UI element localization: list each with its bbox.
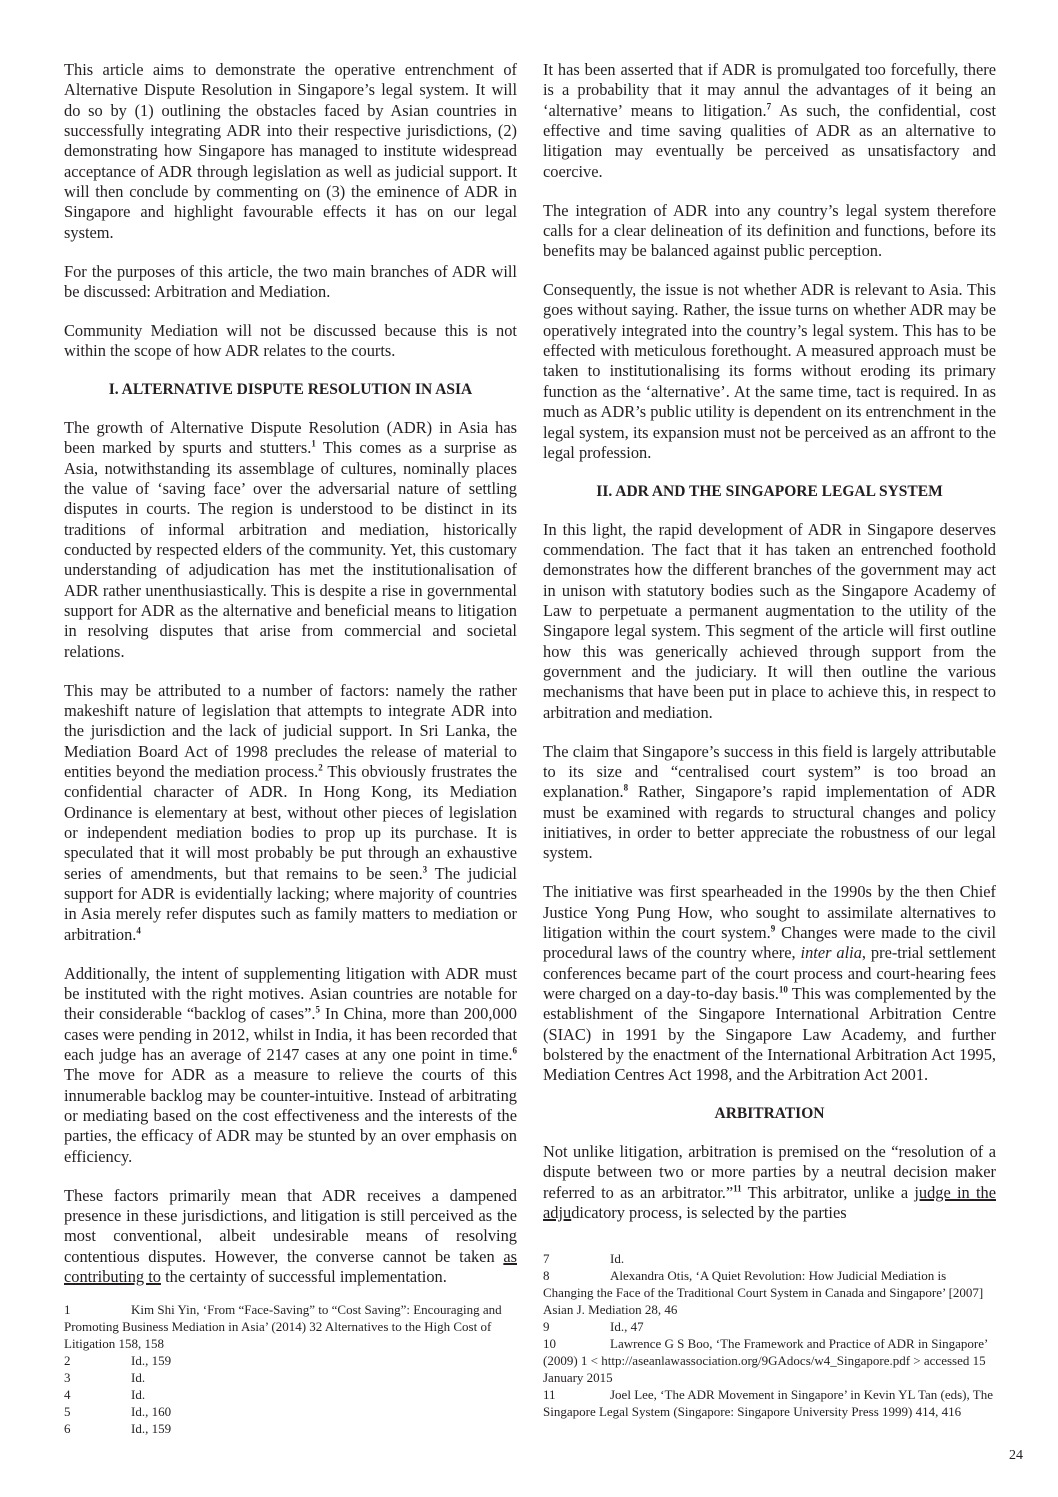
footnote-reference: 8 (623, 782, 629, 793)
footnote-text: Lawrence G S Boo, ‘The Framework and Practice of ADR in Singapore’ (2009) 1 < http://aseanlawassociation.org/9GAdocs/w4_Singapore.pdf > accessed 15 January 2015 (543, 1336, 988, 1385)
footnote-reference: 10 (778, 984, 788, 995)
footnote (64, 1301, 517, 1352)
text-run: The claim that Singapore’s success in this field is largely attributable to its size and “centralised court system” is too broad an explanation. (543, 741, 996, 802)
footnote-number: 1 (64, 1302, 71, 1317)
footnote-number: 10 (543, 1336, 556, 1351)
footnote-text: Id. (131, 1387, 146, 1402)
paragraph (543, 520, 996, 723)
paragraph (64, 964, 517, 1167)
footnote-number: 5 (64, 1404, 71, 1419)
footnote-number: 9 (543, 1319, 550, 1334)
underlined-text: judge in the adju (543, 1182, 997, 1223)
section-heading (543, 482, 996, 502)
text-run: As such, the confidential, cost effective and time saving qualities of ADR as an alternative to litigation may eventually be perceived as unsatisfactory and coercive. (543, 100, 997, 181)
paragraph (543, 1142, 996, 1223)
text-run: These factors primarily mean that ADR receives a dampened presence in these jurisdictions, and litigation is still perceived as the most conventional, albeit undesirable means of resolving contentious disputes. However, the converse cannot be taken (64, 1185, 517, 1266)
text-run: Consequently, the issue is not whether ADR is relevant to Asia. This goes without saying. Rather, the issue turns on whether ADR may be operatively integrated into the country’s legal system. This has to be effected with meticulous forethought. A measured approach must be taken to institutionalising its forms without eroding its primary function as the ‘alternative’. At the same time, tact is required. In as much as ADR’s public utility is dependent on its entrenchment in the legal system, its expansion must not be perceived as an affront to the legal profession. (543, 280, 996, 462)
text-run: This arbitrator, unlike a (741, 1182, 915, 1202)
footnote-number: 7 (543, 1251, 550, 1266)
text-run: This comes as a surprise as Asia, notwithstanding its assemblage of cultures, nominally places the value of ‘saving face’ over the adversarial nature of settling disputes in courts. The region is understood to be distinct in its traditions of informal arbitration and mediation, historically conducted by respected elders of the community. Yet, this customary understanding of adjudication has met the institutionalisation of ADR rather unenthusiastically. This is despite a rise in governmental support for ADR as the alternative and beneficial means to litigation in resolving disputes that arise from commercial and societal relations. (64, 438, 517, 661)
footnote-reference: 5 (315, 1004, 321, 1015)
text-run: The initiative was first spearheaded in the 1990s by the then Chief Justice Yong Pung How, who sought to assimilate alternatives to litigation within the court system. (543, 882, 996, 942)
footnote-text: Kim Shi Yin, ‘From “Face-Saving” to “Cost Saving”: Encouraging and Promoting Business Mediation in Asia’ (2014) 32 Alternatives to the High Cost of Litigation 158, 158 (64, 1302, 502, 1351)
footnote-reference: 1 (311, 438, 316, 449)
text-run: Not unlike litigation, arbitration is premised on the “resolution of a dispute between two or more parties by a neutral decision maker referred to as an arbitrator.” (543, 1142, 996, 1202)
footnote (543, 1318, 996, 1335)
text-run: This may be attributed to a number of factors: namely the rather makeshift nature of legislation that attempts to integrate ADR into the jurisdiction and the lack of judicial support. In Sri Lanka, the Mediation Board Act of 1998 precludes the release of material to entities beyond the mediation process. (64, 680, 517, 781)
footnote-reference: 4 (136, 925, 141, 936)
paragraph (64, 681, 517, 945)
paragraph (543, 742, 996, 864)
footnote (543, 1386, 996, 1420)
paragraph (543, 882, 996, 1085)
text-run: This obviously frustrates the confidential character of ADR. In Hong Kong, its Mediation Ordinance is elementary at best, without other pieces of legislation or independent mediation bodies to prop up its purchase. It is speculated that it will most probably be put through an exhaustive series of amendments, but that remains to be seen. (64, 761, 517, 883)
text-run: In this light, the rapid development of ADR in Singapore deserves commendation. The fact that it has taken an entrenched foothold demonstrates how the different branches of the government may act in unison with statutory bodies such as the Singapore Academy of Law to perpetuate a permanent augmentation to the utility of the Singapore legal system. This segment of the article will first outline how this was generically achieved through support from the government and the judiciary. It will then outline the various mechanisms that have been put in place to achieve this, in respect to arbitration and mediation. (543, 519, 996, 722)
text-run: , pre-trial settlement conferences became part of the court process and court-hearing fees were charged on a day-to-day basis. (543, 943, 996, 1003)
footnote (543, 1250, 996, 1267)
page-number: 24 (1009, 1448, 1023, 1463)
paragraph (543, 60, 996, 182)
italic-text: inter alia (800, 943, 862, 963)
paragraph (64, 418, 517, 662)
paragraph (64, 60, 517, 243)
footnote (64, 1369, 517, 1386)
footnote-reference: 2 (318, 762, 323, 773)
footnote-number: 3 (64, 1370, 71, 1385)
footnote-number: 11 (543, 1387, 556, 1402)
text-run: This was complemented by the establishment of the Singapore International Arbitration Centre (SIAC) in 1991 by the Singapore Law Academy, and further bolstered by the enactment of the International Arbitration Act 1995, Mediation Centres Act 1998, and the Arbitration Act 2001. (543, 983, 996, 1085)
footnote-reference: 7 (766, 101, 772, 112)
footnote (543, 1267, 996, 1318)
text-run: Community Mediation will not be discussed because this is not within the scope of how ADR relates to the courts. (64, 320, 517, 361)
text-run: ARBITRATION (714, 1105, 825, 1123)
underlined-text: as contributing to (64, 1246, 517, 1286)
footnotes-left (64, 1301, 517, 1437)
footnote-reference: 3 (422, 864, 428, 875)
footnote-number: 8 (543, 1268, 550, 1283)
text-run: Additionally, the intent of supplementing litigation with ADR must be instituted with the right motives. Asian countries are notable for their considerable “backlog of cases”. (64, 963, 517, 1024)
footnote (64, 1352, 517, 1369)
footnote-number: 4 (64, 1387, 71, 1402)
text-run: This article aims to demonstrate the operative entrenchment of Alternative Dispute Resolution in Singapore’s legal system. It will do so by (1) outlining the obstacles faced by Asian countries in successfully integrating ADR into their respective jurisdictions, (2) demonstrating how Singapore has managed to institute widespread acceptance of ADR through legislation as well as judicial support. It will then conclude by commenting on (3) the eminence of ADR in Singapore and highlight favourable effects it has on our legal system. (64, 60, 517, 242)
footnote-text: Id. (131, 1370, 146, 1385)
footnote-text: Id., 159 (131, 1353, 172, 1368)
footnote (64, 1420, 517, 1437)
text-run: Changes were made to the civil procedural laws of the country where, (543, 922, 996, 963)
footnote-number: 2 (64, 1353, 71, 1368)
footnote-reference: 9 (770, 923, 776, 934)
section-heading (543, 1104, 996, 1124)
paragraph (543, 280, 996, 463)
text-run: The integration of ADR into any country’s legal system therefore calls for a clear delineation of its definition and functions, before its benefits may be balanced against public perception. (543, 200, 996, 261)
section-heading (64, 380, 517, 400)
footnote-text: Joel Lee, ‘The ADR Movement in Singapore’ in Kevin YL Tan (eds), The Singapore Legal System (Singapore: Singapore University Press 1999) 414, 416 (543, 1387, 993, 1419)
text-run: Rather, Singapore’s rapid implementation of ADR must be examined with regards to structural changes and policy initiatives, in order to better appreciate the robustness of our legal system. (543, 782, 996, 863)
footnote-text: Id., 159 (131, 1421, 172, 1436)
footnote (64, 1386, 517, 1403)
text-run: The judicial support for ADR is evidentially lacking; where majority of countries in Asia merely refer disputes such as family matters to mediation or arbitration. (64, 863, 517, 944)
footnotes-right (543, 1250, 996, 1420)
text-run: dicatory process, is selected by the parties (571, 1203, 847, 1223)
footnote-text: Id. (610, 1251, 625, 1266)
paragraph (64, 321, 517, 362)
footnote (64, 1403, 517, 1420)
text-run: II. ADR AND THE SINGAPORE LEGAL SYSTEM (596, 482, 943, 500)
right-column (543, 60, 996, 1242)
footnote-text: Id., 160 (131, 1404, 172, 1419)
text-run: It has been asserted that if ADR is promulgated too forcefully, there is a probability that it may annul the advantages of it being an ‘alternative’ means to litigation. (543, 60, 996, 120)
footnote-text: Id., 47 (610, 1319, 644, 1334)
left-column (64, 60, 517, 1306)
text-run: The growth of Alternative Dispute Resolution (ADR) in Asia has been marked by spurts and stutters. (64, 417, 517, 458)
footnote-reference: 6 (512, 1045, 517, 1056)
text-run: I. ALTERNATIVE DISPUTE RESOLUTION IN ASIA (108, 380, 473, 398)
paragraph (543, 201, 996, 262)
text-run: For the purposes of this article, the two main branches of ADR will be discussed: Arbitration and Mediation. (64, 261, 517, 301)
paragraph (64, 262, 517, 303)
text-run: the certainty of successful implementation. (160, 1266, 447, 1286)
text-run: The move for ADR as a measure to relieve the courts of this innumerable backlog may be counter-intuitive. Instead of arbitrating or mediating based on the cost effectiveness and the interests of the parties, the efficacy of ADR may be stunted by an over emphasis on efficiency. (64, 1065, 517, 1166)
text-run: In China, more than 200,000 cases were pending in 2012, whilst in India, it has been recorded that each judge has an average of 2147 cases at any one point in time. (64, 1004, 517, 1064)
footnote-reference: 11 (733, 1183, 742, 1194)
footnote-text: Alexandra Otis, ‘A Quiet Revolution: How Judicial Mediation is Changing the Face of the Traditional Court System in Canada and Singapore’ [2007] Asian J. Mediation 28, 46 (543, 1268, 984, 1317)
footnote-number: 6 (64, 1421, 71, 1436)
footnote (543, 1335, 996, 1386)
paragraph (64, 1186, 517, 1288)
